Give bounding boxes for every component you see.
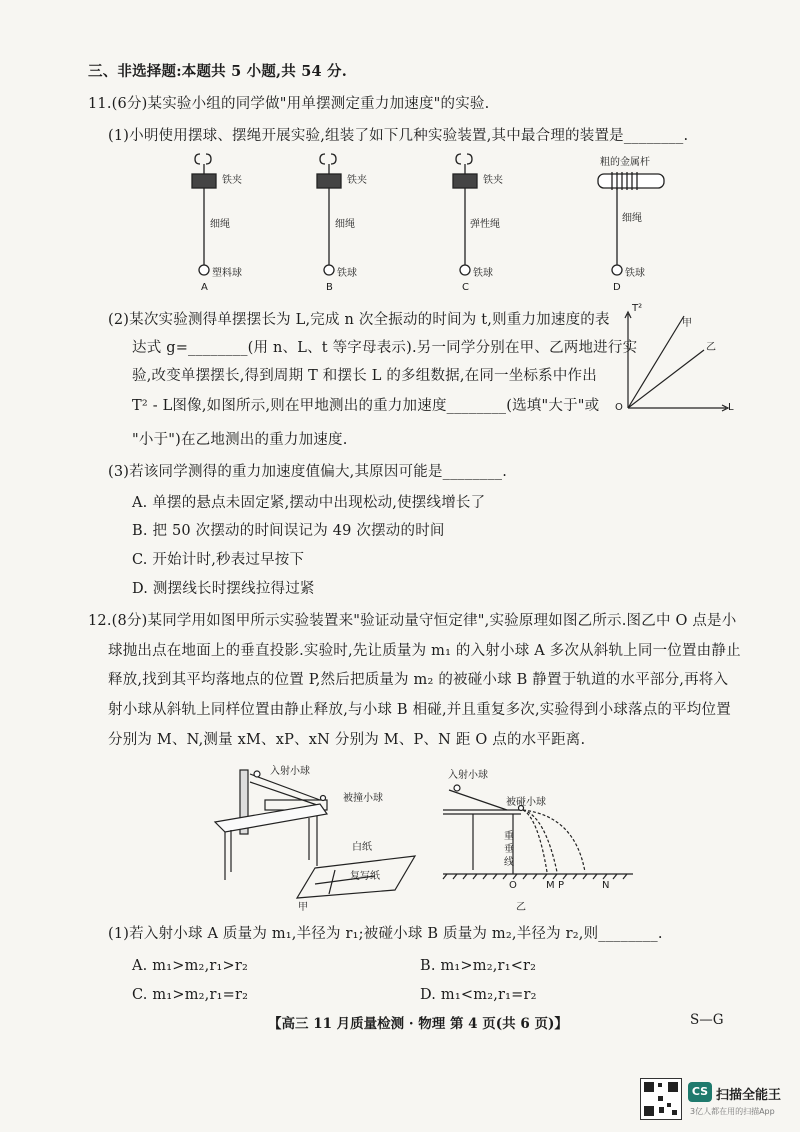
q11-part2-line5: "小于")在乙地测出的重力加速度. bbox=[132, 432, 348, 448]
jia-caption: 甲 bbox=[298, 902, 308, 913]
label-clamp-c: 铁夹 bbox=[483, 175, 503, 186]
option-label-b: B bbox=[326, 282, 333, 293]
q12-option-b: B. m₁>m₂,r₁<r₂ bbox=[420, 958, 537, 974]
q12-option-d: D. m₁<m₂,r₁=r₂ bbox=[420, 987, 537, 1003]
graph-line-yi-label: 乙 bbox=[706, 342, 716, 353]
option-label-c: C bbox=[462, 282, 469, 293]
graph-line-jia-label: 甲 bbox=[682, 318, 692, 329]
page-footer: 【高三 11 月质量检测 · 物理 第 4 页(共 6 页)】 bbox=[268, 1016, 568, 1032]
paper-code: S—G bbox=[690, 1012, 724, 1028]
option-label-a: A bbox=[201, 282, 208, 293]
scanner-tagline: 3亿人都在用的扫描App bbox=[690, 1107, 775, 1116]
yi-plumb-line-label: 重垂线 bbox=[504, 831, 514, 868]
q11-option-d: D. 测摆线长时摆线拉得过紧 bbox=[132, 581, 315, 597]
scanner-brand: 扫描全能王 bbox=[716, 1088, 782, 1103]
jia-incident-ball-label: 入射小球 bbox=[270, 766, 310, 777]
q12-line4: 射小球从斜轨上同样位置由静止释放,与小球 B 相碰,并且重复多次,实验得到小球落点的平均位置 bbox=[108, 702, 731, 718]
q12-line5: 分别为 M、N,测量 xM、xP、xN 分别为 M、P、N 距 O 点的水平距离. bbox=[108, 732, 586, 748]
q11-part1: (1)小明使用摆球、摆绳开展实验,组装了如下几种实验装置,其中最合理的装置是________. bbox=[108, 128, 689, 144]
yi-point-p: P bbox=[558, 880, 565, 891]
qr-code-icon bbox=[640, 1078, 682, 1120]
yi-incident-ball-label: 入射小球 bbox=[448, 770, 488, 781]
yi-point-o: O bbox=[509, 880, 517, 891]
jia-target-ball-label: 被撞小球 bbox=[343, 793, 383, 804]
yi-target-ball-label: 被碰小球 bbox=[506, 797, 546, 808]
line-jia bbox=[628, 316, 684, 408]
label-rope-a: 细绳 bbox=[210, 219, 230, 230]
section-title: 三、非选择题:本题共 5 小题,共 54 分. bbox=[88, 63, 348, 80]
label-iron-ball-b: 铁球 bbox=[337, 268, 357, 279]
q11-part3: (3)若该同学测得的重力加速度值偏大,其原因可能是________. bbox=[108, 464, 508, 480]
q12-option-c: C. m₁>m₂,r₁=r₂ bbox=[132, 987, 249, 1003]
graph-y-axis-label: T² bbox=[632, 303, 643, 314]
figure-jia-apparatus bbox=[205, 760, 425, 900]
label-elastic-rope-c: 弹性绳 bbox=[470, 219, 500, 230]
label-rope-b: 细绳 bbox=[335, 219, 355, 230]
q11-stem: 11.(6分)某实验小组的同学做"用单摆测定重力加速度"的实验. bbox=[88, 96, 490, 112]
jia-white-paper-label: 白纸 bbox=[352, 842, 372, 853]
q11-option-c: C. 开始计时,秒表过早按下 bbox=[132, 552, 305, 568]
q11-option-b: B. 把 50 次摆动的时间误记为 49 次摆动的时间 bbox=[132, 523, 445, 539]
label-rod-d: 粗的金属杆 bbox=[600, 157, 650, 168]
label-clamp-a: 铁夹 bbox=[222, 175, 242, 186]
label-rope-d: 细绳 bbox=[622, 213, 642, 224]
line-yi bbox=[628, 350, 704, 408]
figure-yi-trajectory bbox=[443, 770, 643, 890]
graph-origin-label: O bbox=[615, 402, 623, 413]
label-clamp-b: 铁夹 bbox=[347, 175, 367, 186]
q12-line2: 球抛出点在地面上的垂直投影.实验时,先让质量为 m₁ 的入射小球 A 多次从斜轨上同一位置由静止 bbox=[108, 643, 741, 659]
graph-x-axis-label: L bbox=[728, 402, 734, 413]
camscanner-logo-icon: CS bbox=[688, 1082, 712, 1102]
label-plastic-ball-a: 塑料球 bbox=[212, 268, 242, 279]
label-iron-ball-d: 铁球 bbox=[625, 268, 645, 279]
q11-option-a: A. 单摆的悬点未固定紧,摆动中出现松动,使摆线增长了 bbox=[132, 495, 486, 511]
q11-part2-line3: 验,改变单摆摆长,得到周期 T 和摆长 L 的多组数据,在同一坐标系中作出 bbox=[132, 368, 597, 384]
q12-part1: (1)若入射小球 A 质量为 m₁,半径为 r₁;被碰小球 B 质量为 m₂,半径为 r₂,则________. bbox=[108, 926, 663, 942]
q12-option-a: A. m₁>m₂,r₁>r₂ bbox=[132, 958, 249, 974]
q11-part2-line4: T² - L图像,如图所示,则在甲地测出的重力加速度________(选填"大于"或 bbox=[132, 398, 600, 414]
option-label-d: D bbox=[613, 282, 621, 293]
jia-carbon-paper-label: 复写纸 bbox=[350, 871, 380, 882]
pendulum-apparatus-figure bbox=[180, 148, 740, 298]
q12-line3: 释放,找到其平均落地点的位置 P,然后把质量为 m₂ 的被碰小球 B 静置于轨道的水平部分,再将入 bbox=[108, 672, 729, 688]
label-iron-ball-c: 铁球 bbox=[473, 268, 493, 279]
q12-line1: 12.(8分)某同学用如图甲所示实验装置来"验证动量守恒定律",实验原理如图乙所示.图乙中 O 点是小 bbox=[88, 613, 737, 629]
yi-point-n: N bbox=[602, 880, 610, 891]
q11-part2-line1: (2)某次实验测得单摆摆长为 L,完成 n 次全振动的时间为 t,则重力加速度的表 bbox=[108, 312, 610, 328]
yi-caption: 乙 bbox=[516, 902, 526, 913]
q11-part2-line2: 达式 g=________(用 n、L、t 等字母表示).另一同学分别在甲、乙两地进行实 bbox=[132, 340, 638, 356]
yi-point-m: M bbox=[546, 880, 555, 891]
